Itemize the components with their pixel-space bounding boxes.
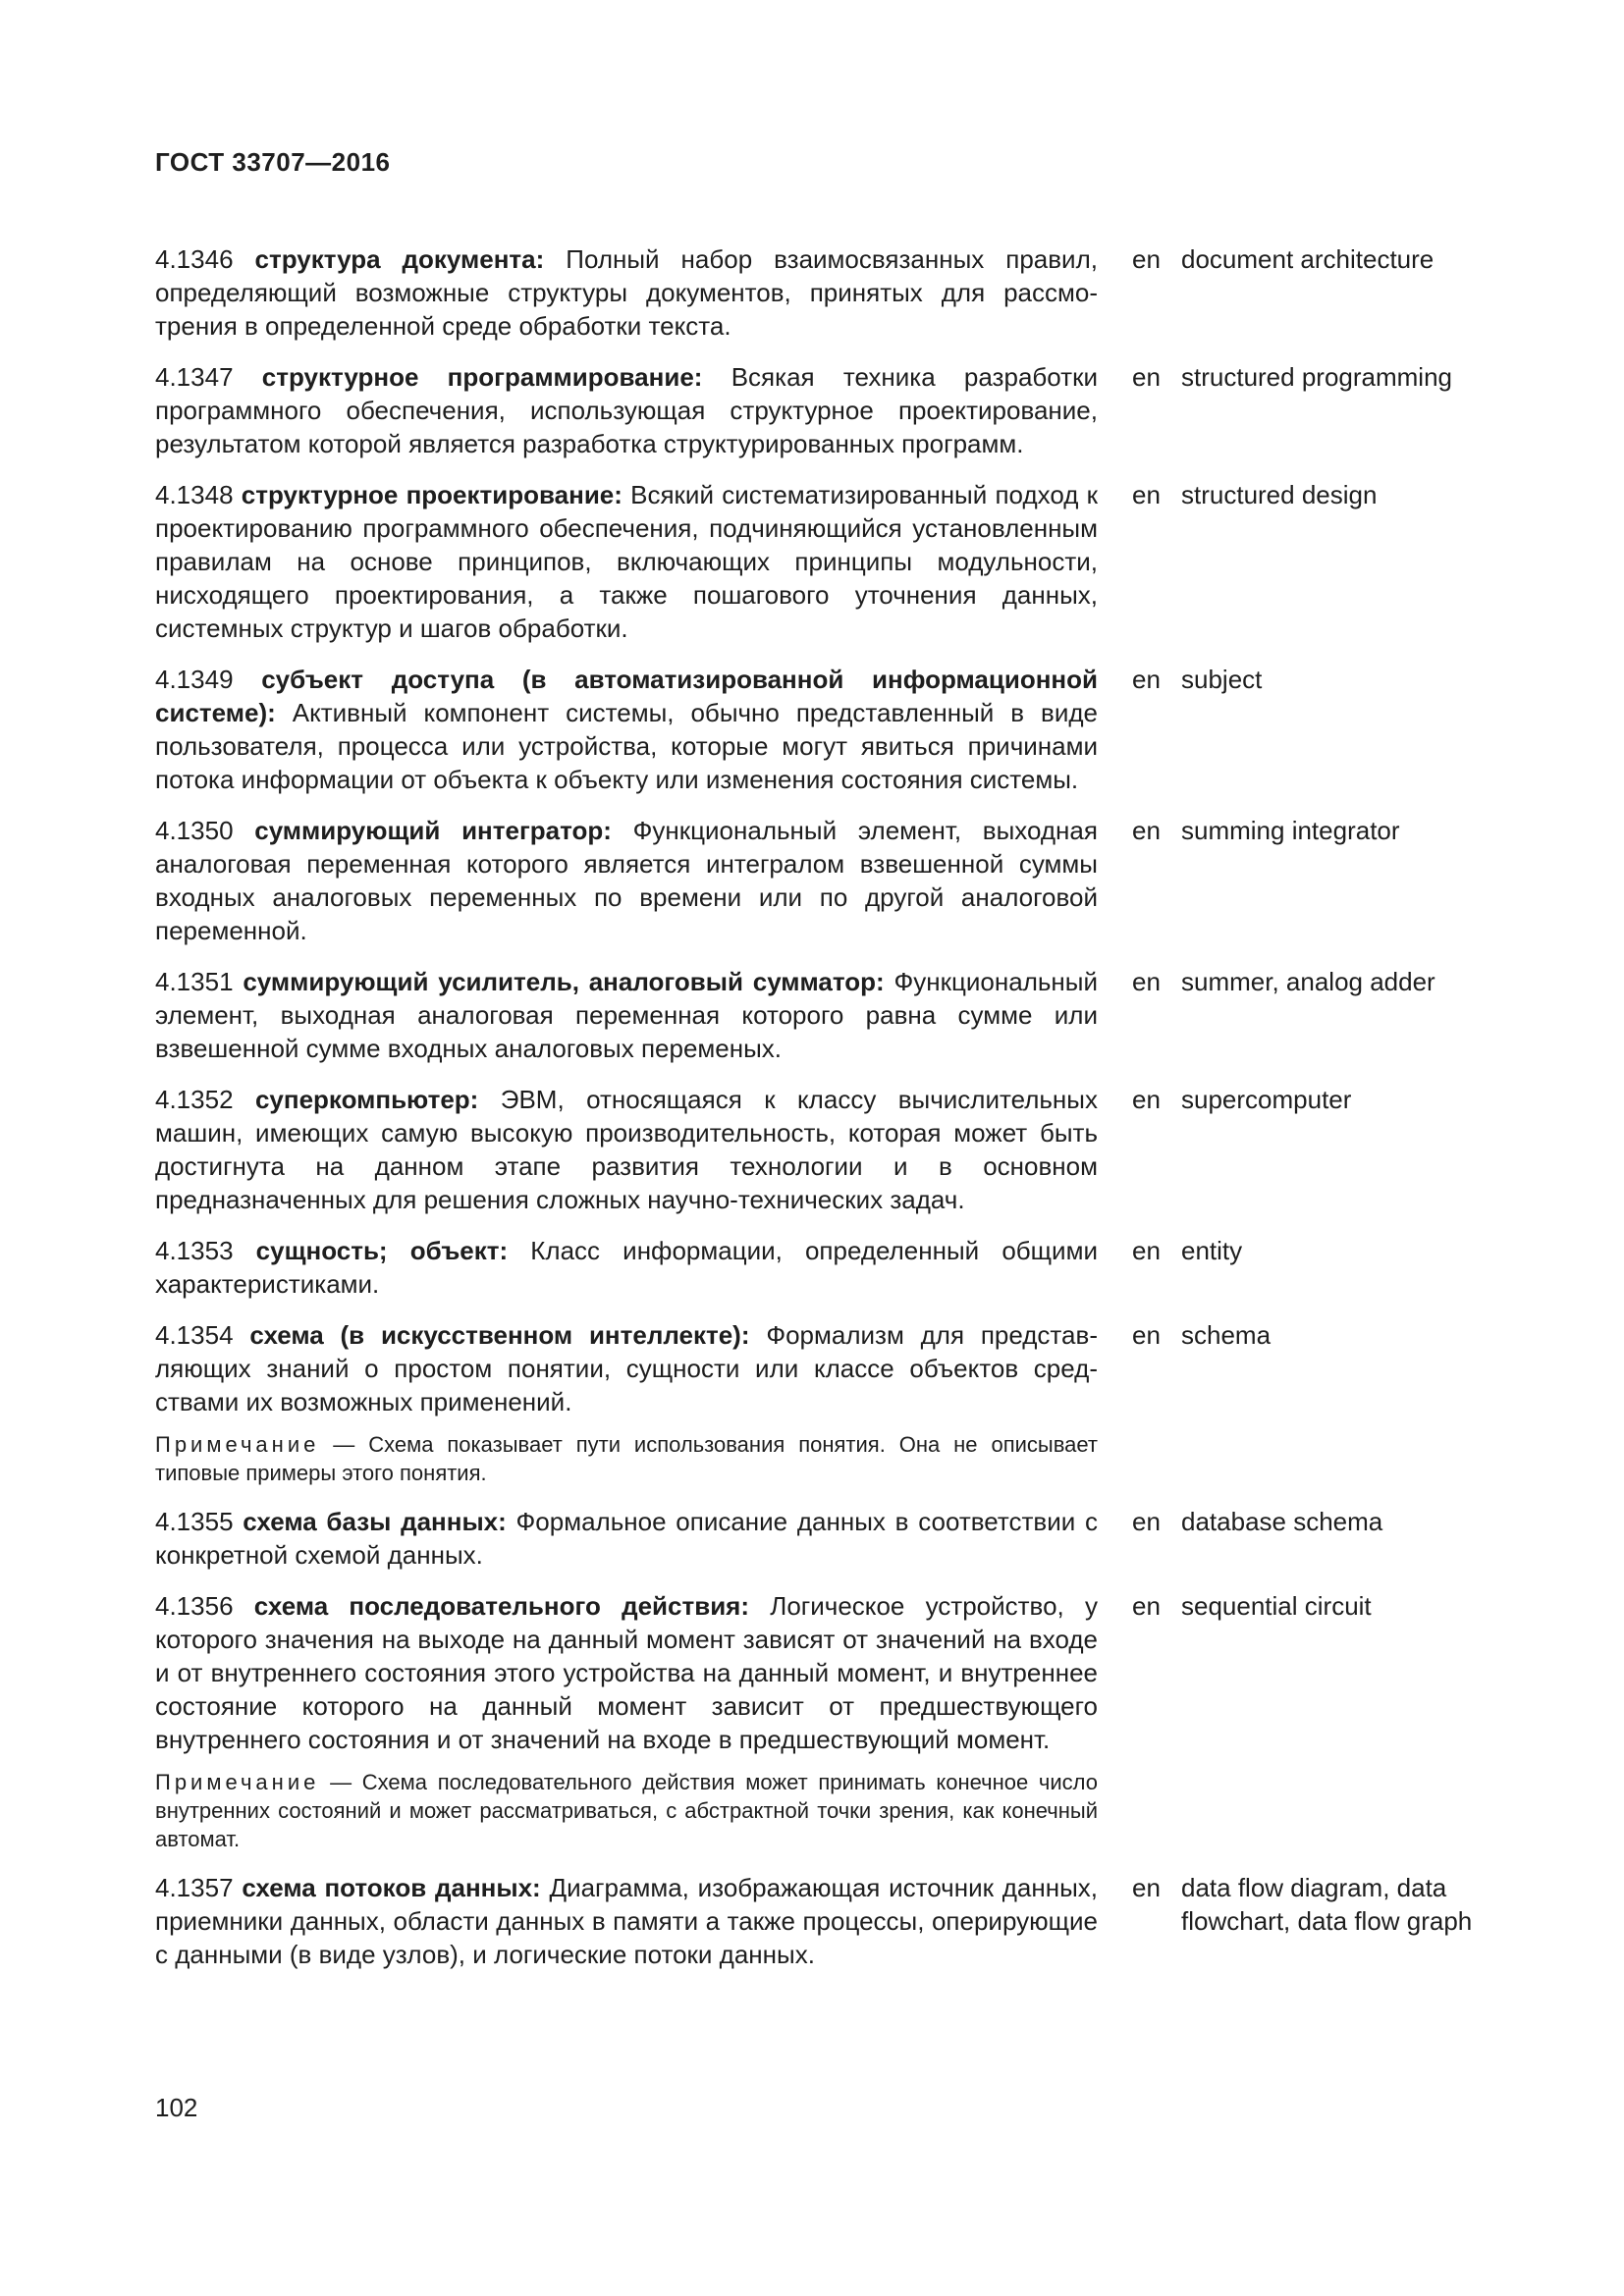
term-number: 4.1352 [155, 1085, 234, 1114]
term-entry [155, 814, 1490, 947]
term-number: 4.1354 [155, 1320, 234, 1350]
language-code: en [1132, 1873, 1161, 1902]
term-note [155, 1768, 1098, 1853]
english-equivalent: document architecture [1181, 244, 1435, 274]
term-name: структурное программирование: [261, 362, 703, 392]
term-name: суперкомпьютер: [254, 1085, 479, 1114]
term-name: субъект доступа (в автоматизированной информационной системе): [155, 665, 1098, 727]
language-code: en [1132, 967, 1161, 996]
term-name: схема последовательного действия: [253, 1591, 750, 1621]
term-entry [155, 1871, 1490, 1971]
term-definition [155, 965, 1098, 1065]
term-name: схема потоков данных: [242, 1873, 541, 1902]
term-entry [155, 360, 1490, 460]
term-description: Полный набор взаимосвязанных правил, определяющий возможные структуры документов, принятых для рассмотрения в определенной среде обработки текста. [155, 244, 1098, 341]
term-note [155, 1430, 1098, 1487]
english-equivalent: supercomputer [1181, 1085, 1352, 1114]
term-name: схема базы данных: [243, 1507, 507, 1536]
term-entry [155, 1505, 1490, 1572]
term-definition [155, 1318, 1098, 1418]
language-code: en [1132, 480, 1161, 509]
term-entry [155, 1589, 1490, 1853]
term-list [155, 242, 1490, 1989]
english-equivalent: schema [1181, 1320, 1272, 1350]
term-definition [155, 1589, 1098, 1756]
term-entry [155, 1083, 1490, 1216]
term-entry-body [155, 360, 1098, 460]
language-code: en [1132, 816, 1161, 845]
term-entry [155, 478, 1490, 645]
term-number: 4.1346 [155, 244, 234, 274]
term-definition [155, 1234, 1098, 1301]
term-number: 4.1348 [155, 480, 234, 509]
term-number: 4.1349 [155, 665, 234, 694]
term-description: Класс информации, определенный общими характеристиками. [155, 1236, 1098, 1299]
term-name: суммирующий интегратор: [254, 816, 612, 845]
english-equivalent: data flow diagram, data flowchart, data flow graph [1181, 1873, 1473, 1936]
english-equivalent: structured programming [1181, 362, 1452, 392]
language-code: en [1132, 665, 1161, 694]
term-entry-body [155, 663, 1098, 796]
term-description: Функциональный элемент, выходная аналоговая переменная которого равна сумме или взвешенной сумме входных аналоговых переменых. [155, 967, 1098, 1063]
term-entry-body [155, 1318, 1098, 1487]
term-description: Всякий систематизированный подход к проектированию программного обеспечения, подчиняющийся установленным правилам на основе принципов, включающих принципы модульности, нисходящего проектирования, а также пошагового уточнения данных, системных структур и шагов обработки. [155, 480, 1098, 643]
term-entry-body [155, 1505, 1098, 1572]
term-entry [155, 242, 1490, 343]
language-code: en [1132, 1236, 1161, 1265]
term-entry-body [155, 814, 1098, 947]
term-number: 4.1355 [155, 1507, 234, 1536]
term-number: 4.1350 [155, 816, 234, 845]
term-definition [155, 1083, 1098, 1216]
term-description: Формальное описание данных в соответствии с конкретной схемой данных. [155, 1507, 1098, 1570]
term-entry [155, 1318, 1490, 1487]
english-equivalent: entity [1181, 1236, 1243, 1265]
term-number: 4.1353 [155, 1236, 234, 1265]
page-number: 102 [155, 2093, 198, 2122]
term-definition [155, 360, 1098, 460]
term-number: 4.1356 [155, 1591, 234, 1621]
language-code: en [1132, 1085, 1161, 1114]
term-entry-body [155, 965, 1098, 1065]
term-description: Формализм для представляющих знаний о простом понятии, сущности или классе объектов средствами их возможных применений. [155, 1320, 1098, 1416]
term-number: 4.1357 [155, 1873, 234, 1902]
language-code: en [1132, 1320, 1161, 1350]
term-description: ЭВМ, относящаяся к классу вычислительных машин, имеющих самую высокую производительность, которая может быть достигнута на данном этапе развития технологии и в основном предназначенных для решения сложных научно-технических задач. [155, 1085, 1098, 1214]
language-code: en [1132, 244, 1161, 274]
note-label: Примечание [155, 1770, 320, 1794]
english-equivalent: structured design [1181, 480, 1378, 509]
term-definition [155, 1505, 1098, 1572]
term-description: Диаграмма, изображающая источник данных, приемники данных, области данных в памяти а также процессы, оперирующие с данными (в виде узлов), и логические потоки данных. [155, 1873, 1098, 1969]
term-description: Активный компонент системы, обычно представленный в виде пользователя, процесса или устройства, которые могут явиться причинами потока информации от объекта к объекту или изменения состояния системы. [155, 698, 1098, 794]
english-equivalent: subject [1181, 665, 1263, 694]
term-definition [155, 814, 1098, 947]
term-definition [155, 1871, 1098, 1971]
language-code: en [1132, 1591, 1161, 1621]
document-header: ГОСТ 33707—2016 [155, 147, 391, 177]
term-definition [155, 663, 1098, 796]
term-description: Логическое устройство, у которого значения на выходе на данный момент зависят от значений на входе и от внутреннего состояния этого устройства на данный момент, и внутреннее состояние которого на данный момент зависит от предшествующего внутреннего состояния и от значений на входе в предшествующий момент. [155, 1591, 1098, 1754]
term-entry-body [155, 478, 1098, 645]
term-definition [155, 242, 1098, 343]
language-code: en [1132, 362, 1161, 392]
english-equivalent: summer, analog adder [1181, 967, 1435, 996]
language-code: en [1132, 1507, 1161, 1536]
term-entry [155, 965, 1490, 1065]
term-name: схема (в искусственном интеллекте): [249, 1320, 750, 1350]
english-equivalent: database schema [1181, 1507, 1383, 1536]
term-number: 4.1347 [155, 362, 234, 392]
term-number: 4.1351 [155, 967, 234, 996]
term-name: суммирующий усилитель, аналоговый сумматор: [243, 967, 885, 996]
term-definition [155, 478, 1098, 645]
note-text: — Схема последовательного действия может принимать конечное число внутренних состояний и может рассматриваться, с абстрактной точки зрения, как конечный автомат. [155, 1770, 1098, 1851]
term-description: Всякая техника разработки программного обеспечения, использующая структурное проектирование, результатом которой является разработка структурированных программ. [155, 362, 1098, 458]
term-entry-body [155, 1871, 1098, 1971]
term-name: сущность; объект: [255, 1236, 509, 1265]
term-entry [155, 663, 1490, 796]
term-description: Функциональный элемент, выходная аналоговая переменная которого является интегралом взвешенной суммы входных аналоговых переменных по времени или по другой аналоговой переменной. [155, 816, 1098, 945]
term-entry-body [155, 1589, 1098, 1853]
english-equivalent: sequential circuit [1181, 1591, 1372, 1621]
term-entry-body [155, 242, 1098, 343]
term-entry-body [155, 1234, 1098, 1301]
note-label: Примечание [155, 1432, 320, 1457]
term-name: структура документа: [254, 244, 545, 274]
term-entry [155, 1234, 1490, 1301]
note-text: — Схема показывает пути использования понятия. Она не описывает типовые примеры этого понятия. [155, 1432, 1098, 1485]
term-name: структурное проектирование: [241, 480, 623, 509]
term-entry-body [155, 1083, 1098, 1216]
english-equivalent: summing integrator [1181, 816, 1400, 845]
